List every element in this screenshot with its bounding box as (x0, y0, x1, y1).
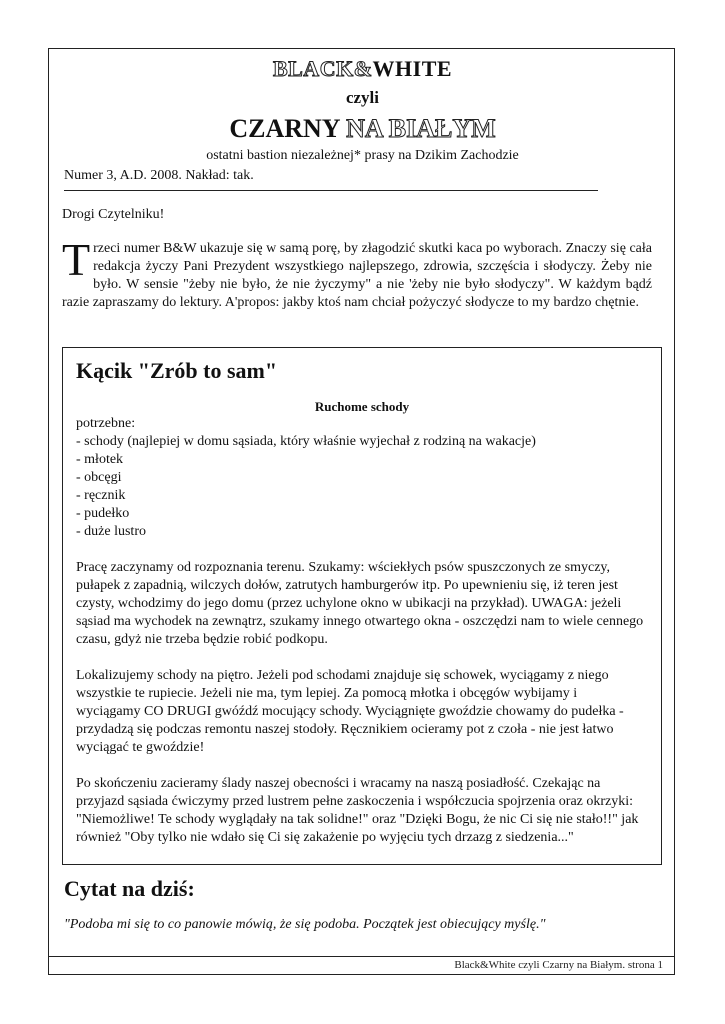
list-item: - ręcznik (76, 488, 126, 503)
list-item: - młotek (76, 452, 124, 467)
masthead-tagline: ostatni bastion niezależnej* prasy na Dzikim Zachodzie (206, 148, 519, 163)
intro-text: rzeci numer B&W ukazuje się w samą porę, by złagodzić skutki kaca po wyborach. Znaczy się cała redakcja życzy Pani Prezydent wszystkiego najlepszego, zdrowia, szczęścia i słodyczy. Żeby nie było. W sensie "żeby nie było, że nie życzymy" a nie 'żeby nie było słodyczy". W każdym bądź razie zapraszamy do lektury. A'propos: jakby ktoś nam chciał pożyczyć słodycze to my bardzo chętnie. (62, 241, 652, 310)
materials-label: potrzebne: (76, 416, 136, 431)
section-paragraph: Lokalizujemy schody na piętro. Jeżeli pod schodami znajduje się schowek, wyciągamy z niego wszystkie te rupiecie. Jeżeli nie ma, tym lepiej. Za pomocą młotka i obcęgów wybijamy i wyciągamy CO DRUGI gwóźdź mocujący schody. Wyciągnięte gwoździe chowamy do pudełka - przydadzą się podczas remontu naszej stodoły. Ręcznikiem ocieramy pot z czoła - nie jest łatwo wyciągać te gwoździe! (76, 668, 624, 755)
section-subtitle: Ruchome schody (314, 399, 410, 414)
section-paragraph: Po skończeniu zacieramy ślady naszej obecności i wracamy na naszą posiadłość. Czekając na przyjazd sąsiada ćwiczymy przed lustrem pełne zaskoczenia i współczucia spojrzenia oraz okrzyki: "Niemożliwe! Te schody wyglądały na tak solidne!" oraz "Dzięki Bogu, że nic Ci się nie stało!!" jak również "Oby tylko nie wdało się Ci się zakażenie po wyjęciu tych drzazg z siedzenia..." (76, 776, 639, 845)
section-body (76, 415, 644, 847)
section-paragraph: Pracę zaczynamy od rozpoznania terenu. Szukamy: wściekłych psów spuszczonych ze smyczy, pułapek z zapadnią, wilczych dołów, zatrutych hamburgerów itp. Po upewnieniu się, iż teren jest czysty, wchodzimy do jego domu (przez uchylone okno w ubikacji na przykład). UWAGA: jeżeli sąsiad ma wychodek na zewnątrz, szukamy innego otwartego okna - oszczędzi nam to wiele cennego czasu, gdyż nie trzeba będzie robić podkopu. (76, 560, 644, 647)
list-item: - pudełko (76, 506, 130, 521)
masthead-white-solid: WHITE (372, 56, 453, 81)
masthead-subtitle (0, 114, 725, 144)
quote-title: Cytat na dziś: (64, 876, 195, 901)
masthead-czyli: czyli (345, 88, 380, 107)
list-item: - duże lustro (76, 524, 146, 539)
greeting: Drogi Czytelniku! (62, 207, 165, 222)
footer-divider (48, 956, 675, 957)
list-item: - schody (najlepiej w domu sąsiada, który właśnie wyjechał z rodziną na wakacje) (76, 434, 536, 449)
intro-paragraph (62, 234, 652, 312)
drop-cap: T (62, 234, 91, 285)
masthead-black-outline: BLACK& (272, 56, 373, 81)
masthead-czarny-solid: CZARNY (229, 114, 347, 143)
list-item: - obcęgi (76, 470, 122, 485)
footer-text: Black&White czyli Czarny na Białym. strona 1 (454, 959, 663, 971)
quote-text: "Podoba mi się to co panowie mówią, że się podoba. Początek jest obiecujący myślę." (64, 917, 546, 932)
masthead-nabialym-outline: NA BIAŁYM (346, 114, 496, 143)
materials-list (76, 433, 644, 541)
issue-divider (64, 190, 598, 191)
masthead-title (0, 56, 725, 82)
issue-info: Numer 3, A.D. 2008. Nakład: tak. (64, 168, 254, 183)
section-title: Kącik "Zrób to sam" (76, 358, 278, 383)
